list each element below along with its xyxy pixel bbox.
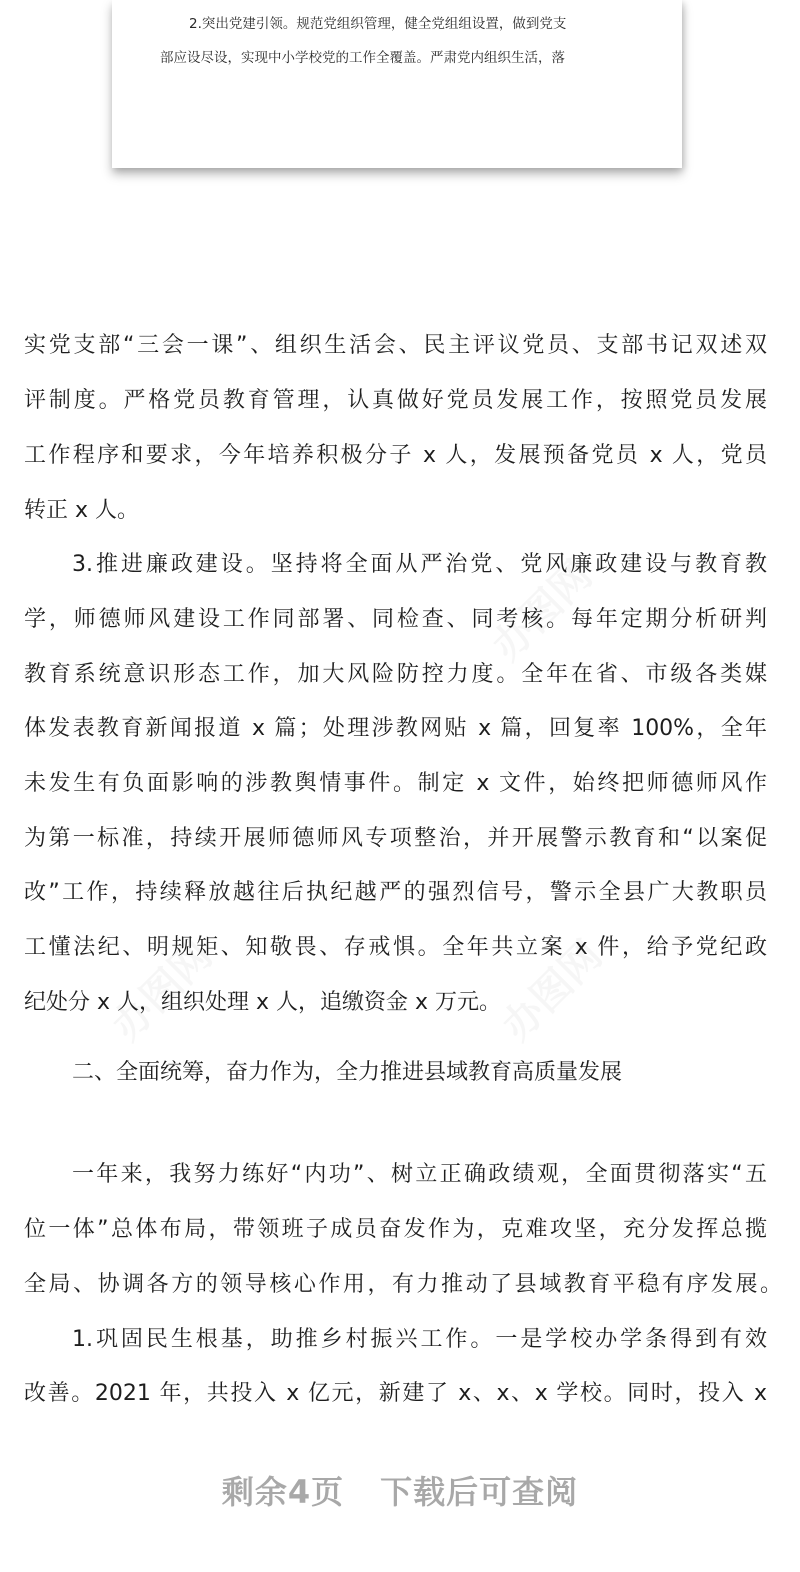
text-line: 实党支部“三会一课”、组织生活会、民主评议党员、支部书记双述双	[24, 333, 767, 358]
text-line: 全局、协调各方的领导核心作用，有力推动了县域教育平稳有序发展。	[24, 1272, 782, 1297]
text-line: 体发表教育新闻报道 x 篇；处理涉教网贴 x 篇，回复率 100%，全年	[24, 716, 767, 741]
text-line: 纪处分 x 人，组织处理 x 人，追缴资金 x 万元。	[24, 990, 502, 1015]
text-line: 为第一标准，持续开展师德师风专项整治，并开展警示教育和“以案促	[24, 826, 767, 851]
text-line: 一年来，我努力练好“内功”、树立正确政绩观，全面贯彻落实“五	[72, 1162, 767, 1187]
text-line: 改”工作，持续释放越往后执纪越严的强烈信号，警示全县广大教职员	[24, 880, 767, 905]
card-text-line: 部应设尽设，实现中小学校党的工作全覆盖。严肃党内组织生活，落	[160, 50, 565, 66]
text-line: 1.巩固民生根基，助推乡村振兴工作。一是学校办学条得到有效	[72, 1327, 767, 1352]
text-line: 评制度。严格党员教育管理，认真做好党员发展工作，按照党员发展	[24, 388, 767, 413]
text-line: 工作程序和要求，今年培养积极分子 x 人，发展预备党员 x 人，党员	[24, 443, 767, 468]
text-line: 位一体”总体布局，带领班子成员奋发作为，克难攻坚，充分发挥总揽	[24, 1217, 767, 1242]
download-to-view-label: 下载后可查阅	[380, 1473, 579, 1511]
card-text-line: 2.突出党建引领。规范党组织管理，健全党组组设置，做到党支	[189, 16, 567, 32]
section-heading: 二、全面统筹，奋力作为，全力推进县域教育高质量发展	[72, 1060, 623, 1085]
previous-page-card	[112, 0, 682, 168]
text-line: 教育系统意识形态工作，加大风险防控力度。全年在省、市级各类媒	[24, 662, 767, 687]
remaining-pages-label: 剩余4页	[221, 1473, 345, 1511]
download-prompt[interactable]	[0, 1462, 800, 1522]
text-line: 学，师德师风建设工作同部署、同检查、同考核。每年定期分析研判	[24, 607, 767, 632]
text-line: 未发生有负面影响的涉教舆情事件。制定 x 文件，始终把师德师风作	[24, 771, 767, 796]
text-line: 改善。2021 年，共投入 x 亿元，新建了 x、x、x 学校。同时，投入 x	[24, 1381, 767, 1406]
text-line: 3.推进廉政建设。坚持将全面从严治党、党风廉政建设与教育教	[72, 552, 767, 577]
text-line: 工懂法纪、明规矩、知敬畏、存戒惧。全年共立案 x 件，给予党纪政	[24, 935, 767, 960]
text-line: 转正 x 人。	[24, 498, 140, 523]
